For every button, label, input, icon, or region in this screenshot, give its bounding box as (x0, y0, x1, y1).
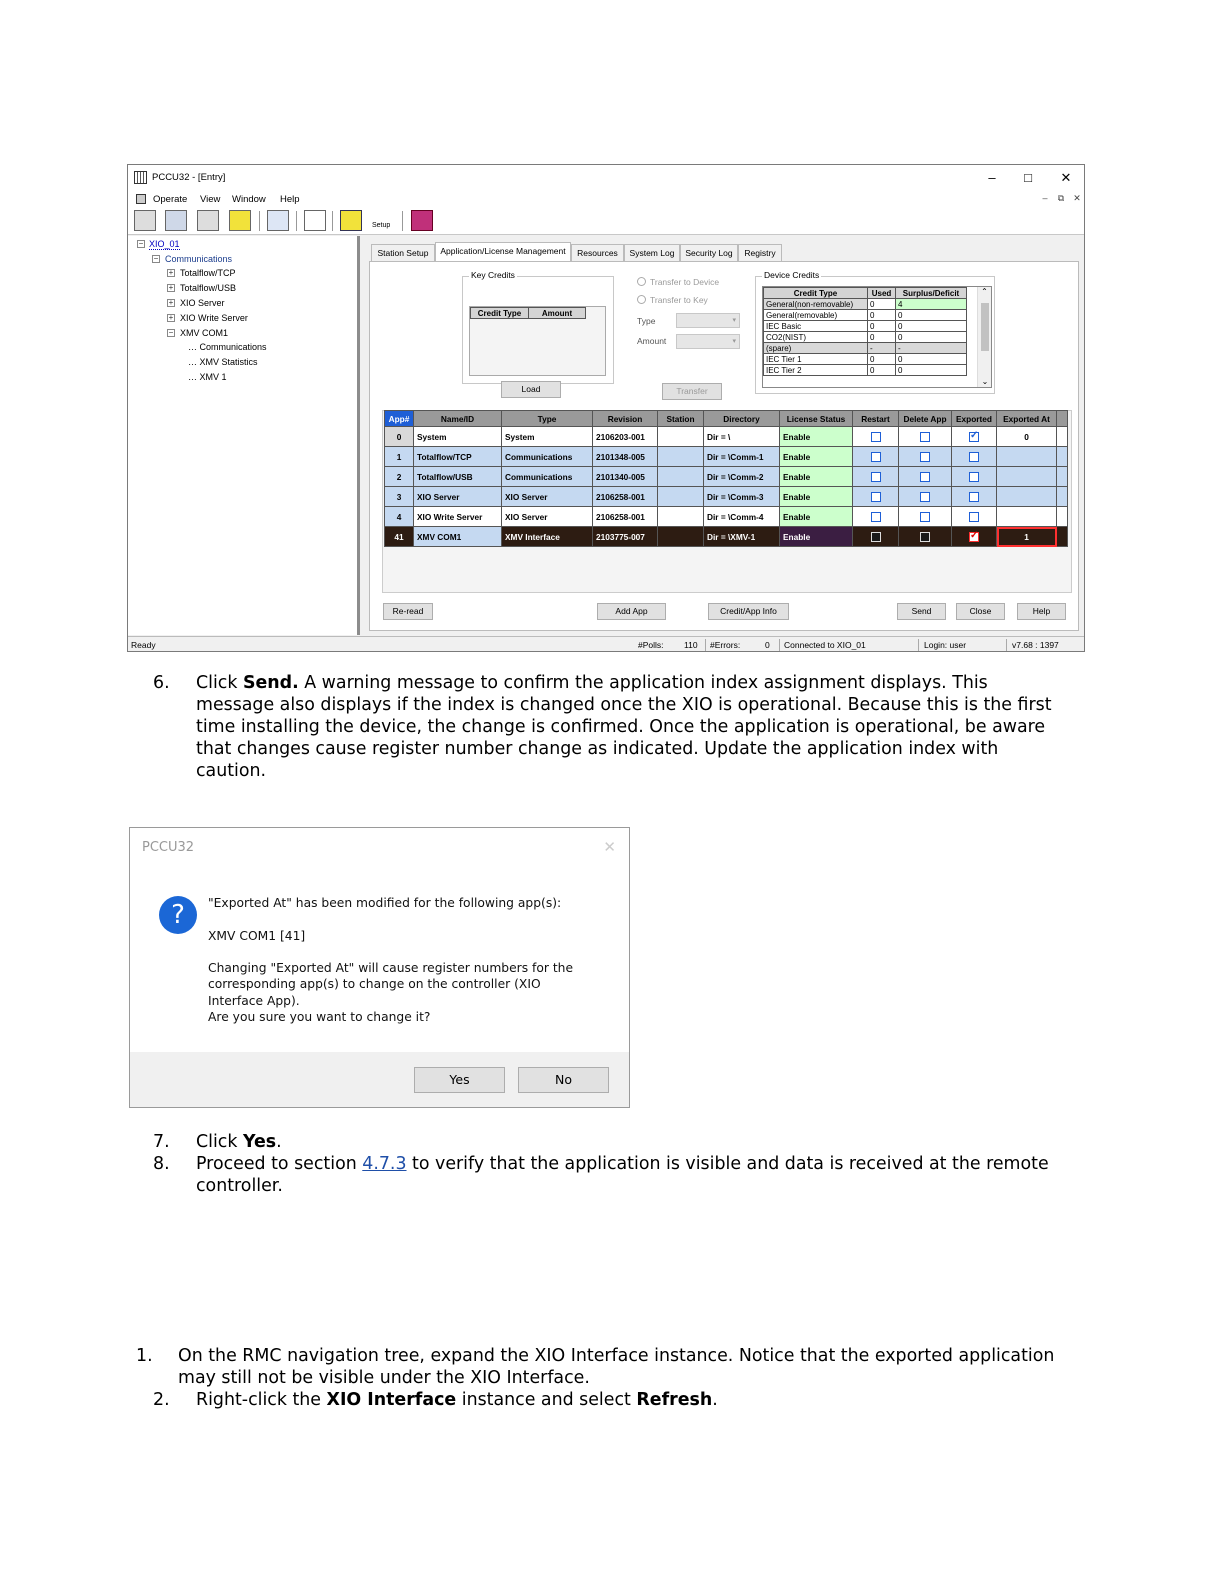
step-text: to verify that the application is visible and data is received at the remote (406, 1154, 1049, 1174)
status-bar (128, 636, 1084, 652)
credit-used: 0 (868, 299, 896, 310)
app-number: 41 (385, 527, 414, 547)
navigation-tree (128, 236, 360, 635)
tree-subitem-label: XMV Statistics (199, 357, 258, 367)
setup-icon[interactable] (372, 210, 394, 231)
step-text: Click (196, 673, 243, 693)
app-revision: 2101348-005 (593, 447, 658, 467)
exported-at[interactable] (997, 507, 1057, 527)
column-header (1057, 411, 1068, 427)
app-number: 4 (385, 507, 414, 527)
send-button[interactable]: Send (897, 603, 946, 620)
scroll-up-icon[interactable]: ⌃ (981, 287, 988, 296)
license-status: Enable (780, 507, 853, 527)
exported-checkbox[interactable] (969, 432, 979, 442)
tab-resources[interactable]: Resources (571, 244, 624, 261)
transfer-to-key-radio[interactable] (637, 295, 646, 304)
expand-icon[interactable]: + (168, 283, 174, 292)
app-license-panel (369, 261, 1079, 631)
step-6-text (196, 672, 1096, 782)
step-b2-text (196, 1389, 718, 1411)
tab-security-log[interactable]: Security Log (680, 244, 738, 261)
toolbar (128, 207, 1084, 235)
delete-cell (899, 507, 952, 527)
status-divider (918, 639, 919, 651)
tree-item[interactable]: Totalflow/USB (180, 283, 237, 293)
restart-checkbox[interactable] (871, 432, 881, 442)
dialog-body-line: corresponding app(s) to change on the controller (XIO (208, 977, 541, 991)
delete-checkbox[interactable] (920, 452, 930, 462)
step-number: 6. (153, 673, 170, 693)
column-header: Credit Type (471, 308, 529, 319)
menu-view[interactable]: View (200, 194, 221, 205)
credit-surplus: 0 (896, 321, 967, 332)
modbus-icon[interactable] (267, 210, 289, 231)
app-name: XIO Write Server (414, 507, 502, 527)
credit-row (764, 310, 967, 321)
license-status: Enable (780, 467, 853, 487)
credit-type: (spare) (764, 343, 868, 354)
status-divider (705, 639, 706, 651)
column-header[interactable]: Exported At (997, 411, 1057, 427)
minimize-icon[interactable]: – (988, 170, 996, 185)
credit-surplus: 4 (896, 299, 967, 310)
step-text: . (276, 1132, 282, 1152)
app-directory: Dir = \Comm-1 (704, 447, 780, 467)
column-header: Credit Type (764, 288, 868, 299)
help-book-icon[interactable] (411, 210, 433, 231)
table-row[interactable] (385, 467, 1068, 487)
toolbar-separator (402, 211, 403, 231)
exported-at[interactable]: 0 (997, 427, 1057, 447)
restart-cell (853, 427, 899, 447)
column-header: Surplus/Deficit (896, 288, 967, 299)
step-text: A warning message to confirm the application index assignment displays. This (298, 673, 988, 693)
tab-app-license[interactable]: Application/License Management (435, 242, 571, 261)
settings-icon[interactable] (304, 210, 326, 231)
tree-item[interactable]: Totalflow/TCP (180, 268, 236, 278)
exported-checkbox[interactable] (969, 452, 979, 462)
restart-cell (853, 467, 899, 487)
dialog-title: PCCU32 (142, 840, 195, 855)
add-app-button[interactable]: Add App (597, 603, 666, 620)
app-revision: 2106258-001 (593, 507, 658, 527)
close-button[interactable]: Close (956, 603, 1005, 620)
restart-cell (853, 447, 899, 467)
credit-used: 0 (868, 310, 896, 321)
app-type: Communications (502, 467, 593, 487)
credit-app-info-button[interactable]: Credit/App Info (708, 603, 789, 620)
step-b1-text (178, 1345, 1098, 1389)
app-station (658, 527, 704, 547)
table-header (385, 411, 1068, 427)
collect-icon[interactable] (197, 210, 219, 231)
app-revision: 2101340-005 (593, 467, 658, 487)
exported-cell (952, 447, 997, 467)
applications-table (384, 410, 1068, 547)
load-button[interactable]: Load (501, 381, 561, 398)
delete-cell (899, 467, 952, 487)
transfer-button[interactable]: Transfer (662, 383, 722, 400)
column-header[interactable]: Name/ID (414, 411, 502, 427)
app-station (658, 507, 704, 527)
step-text: Proceed to section (196, 1154, 363, 1174)
amount-label: Amount (637, 336, 667, 346)
polls-label: #Polls: (638, 640, 664, 650)
exported-at[interactable] (997, 467, 1057, 487)
transfer-to-device-label: Transfer to Device (650, 277, 720, 287)
column-header[interactable]: Directory (704, 411, 780, 427)
scrollbar[interactable] (977, 287, 991, 387)
credit-used: 0 (868, 332, 896, 343)
app-name: System (414, 427, 502, 447)
credit-type: General(removable) (764, 310, 868, 321)
column-header: Amount (529, 308, 586, 319)
expand-icon[interactable]: + (168, 298, 174, 307)
key-credits-group (462, 270, 614, 394)
credit-surplus: - (896, 343, 967, 354)
step-text: time installing the device, the change is confirmed. Once the application is operational, be aware (196, 717, 1046, 737)
tree-root[interactable]: XIO_01 (149, 239, 180, 249)
dialog-app: XMV COM1 [41] (208, 929, 306, 943)
app-directory: Dir = \ (704, 427, 780, 447)
app-directory: Dir = \Comm-2 (704, 467, 780, 487)
tab-station-setup[interactable]: Station Setup (371, 244, 435, 261)
app-icon (134, 171, 147, 184)
step-text: instance and select (456, 1390, 637, 1410)
step-number: 8. (153, 1154, 170, 1174)
app-number: 2 (385, 467, 414, 487)
collapse-icon[interactable]: − (168, 328, 174, 337)
restart-checkbox[interactable] (871, 512, 881, 522)
device-credits-label: Device Credits (764, 270, 820, 280)
exported-checkbox[interactable] (969, 512, 979, 522)
menu-window[interactable]: Window (232, 194, 266, 205)
tree-item[interactable]: XIO Write Server (180, 313, 248, 323)
step-text: Click (196, 1132, 243, 1152)
child-minimize-icon[interactable]: – (1042, 193, 1048, 203)
window-title: PCCU32 - [Entry] (152, 172, 226, 183)
column-header[interactable]: App# (385, 411, 414, 427)
step-text: message also displays if the index is changed once the XIO is operational. Because this is the first (196, 695, 1052, 715)
tree-subitem[interactable]: … XMV Statistics (188, 357, 258, 367)
child-close-icon[interactable]: ✕ (1073, 193, 1081, 203)
help-button[interactable]: Help (1017, 603, 1066, 620)
app-name: XIO Server (414, 487, 502, 507)
tree-item[interactable]: XIO Server (180, 298, 225, 308)
step-emphasis: XIO Interface (326, 1390, 457, 1410)
polls-count: 110 (684, 640, 698, 650)
close-icon[interactable]: ✕ (603, 838, 616, 856)
setup-label: Setup (372, 222, 391, 229)
restart-checkbox[interactable] (871, 452, 881, 462)
errors-label: #Errors: (710, 640, 741, 650)
tree-communications[interactable]: Communications (165, 254, 233, 264)
tree-subitem-label: Communications (199, 342, 267, 352)
credit-row (764, 365, 967, 376)
step-number: 2. (153, 1390, 170, 1410)
step-emphasis: Yes (242, 1132, 277, 1152)
credit-surplus: 0 (896, 332, 967, 343)
delete-cell (899, 427, 952, 447)
exported-cell (952, 507, 997, 527)
amount-select[interactable]: ▾ (676, 334, 740, 349)
column-header[interactable]: Exported (952, 411, 997, 427)
collapse-icon[interactable]: − (153, 254, 159, 263)
question-icon: ? (159, 896, 197, 934)
credit-type: CO2(NIST) (764, 332, 868, 343)
status-ready: Ready (131, 640, 156, 650)
no-button[interactable]: No (518, 1067, 609, 1093)
delete-checkbox[interactable] (920, 492, 930, 502)
tree-item[interactable]: XMV COM1 (180, 328, 229, 338)
device-credits-table (763, 287, 967, 376)
device-credits-group (755, 270, 995, 394)
title-bar (128, 165, 1084, 191)
credit-surplus: 0 (896, 310, 967, 321)
empty-cell (1057, 447, 1068, 467)
version-label: v7.68 : 1397 (1012, 640, 1059, 650)
step-emphasis: Refresh (636, 1390, 713, 1410)
delete-cell (899, 447, 952, 467)
credit-type: IEC Tier 2 (764, 365, 868, 376)
table-row-selected[interactable] (385, 527, 1068, 547)
dialog-body-line: Changing "Exported At" will cause register numbers for the (208, 961, 574, 975)
step-text: caution. (196, 761, 267, 781)
column-header[interactable]: Delete App (899, 411, 952, 427)
column-header[interactable]: Revision (593, 411, 658, 427)
table-row[interactable] (385, 447, 1068, 467)
app-station (658, 447, 704, 467)
delete-checkbox[interactable] (920, 532, 930, 542)
transfer-to-key-label: Transfer to Key (650, 295, 708, 305)
transfer-to-device-radio[interactable] (637, 277, 646, 286)
column-header[interactable]: Type (502, 411, 593, 427)
toolbar-separator (296, 211, 297, 231)
type-select[interactable]: ▾ (676, 313, 740, 328)
step-text: may still not be visible under the XIO Interface. (178, 1368, 590, 1388)
exported-checkbox[interactable] (969, 472, 979, 482)
credit-used: 0 (868, 354, 896, 365)
tab-registry[interactable]: Registry (738, 244, 782, 261)
delete-checkbox[interactable] (920, 512, 930, 522)
column-header[interactable]: License Status (780, 411, 853, 427)
calibrate-icon[interactable] (165, 210, 187, 231)
reread-button[interactable]: Re-read (383, 603, 433, 620)
credit-row (764, 299, 967, 310)
license-status: Enable (780, 527, 853, 547)
exported-cell (952, 427, 997, 447)
app-station (658, 487, 704, 507)
refresh-icon[interactable] (229, 210, 251, 231)
credit-row (764, 343, 967, 354)
app-directory: Dir = \Comm-4 (704, 507, 780, 527)
entry-icon[interactable] (340, 210, 362, 231)
exported-checkbox[interactable] (969, 532, 979, 542)
app-name: XMV COM1 (414, 527, 502, 547)
document-icon[interactable] (136, 194, 146, 204)
exported-at[interactable]: 1 (997, 527, 1057, 547)
app-station (658, 427, 704, 447)
app-type: XIO Server (502, 487, 593, 507)
toolbar-separator (259, 211, 260, 231)
close-icon[interactable]: ✕ (1060, 170, 1072, 185)
toolbar-separator (332, 211, 333, 231)
restart-cell (853, 527, 899, 547)
confirm-dialog-screenshot (129, 827, 630, 1108)
app-revision: 2106258-001 (593, 487, 658, 507)
credit-used: 0 (868, 365, 896, 376)
credit-type: IEC Tier 1 (764, 354, 868, 365)
credit-type: IEC Basic (764, 321, 868, 332)
exported-checkbox[interactable] (969, 492, 979, 502)
table-row[interactable] (385, 507, 1068, 527)
status-divider (779, 639, 780, 651)
empty-cell (1057, 427, 1068, 447)
license-status: Enable (780, 447, 853, 467)
table-row[interactable] (385, 487, 1068, 507)
scanner-icon[interactable] (134, 210, 156, 231)
column-header: Used (868, 288, 896, 299)
credit-surplus: 0 (896, 354, 967, 365)
restart-checkbox[interactable] (871, 532, 881, 542)
delete-cell (899, 487, 952, 507)
scroll-down-icon[interactable]: ⌄ (981, 377, 989, 386)
dialog-message: "Exported At" has been modified for the following app(s): (208, 896, 562, 910)
status-divider (1006, 639, 1007, 651)
connection-status: Connected to XIO_01 (784, 640, 866, 650)
device-credits-list[interactable] (762, 286, 992, 388)
child-restore-icon[interactable]: ⧉ (1057, 193, 1065, 203)
scrollbar-thumb[interactable] (981, 303, 989, 351)
column-header[interactable]: Restart (853, 411, 899, 427)
app-directory: Dir = \Comm-3 (704, 487, 780, 507)
delete-cell (899, 527, 952, 547)
step-text: On the RMC navigation tree, expand the XIO Interface instance. Notice that the exported application (178, 1346, 1055, 1366)
step-8-text (196, 1153, 1096, 1197)
expand-icon[interactable]: + (168, 313, 174, 322)
tree-subitem[interactable]: … XMV 1 (188, 372, 227, 382)
step-text: that changes cause register number change as indicated. Update the application index with (196, 739, 999, 759)
delete-checkbox[interactable] (920, 432, 930, 442)
content-area (363, 236, 1085, 635)
app-directory: Dir = \XMV-1 (704, 527, 780, 547)
credit-used: - (868, 343, 896, 354)
empty-cell (1057, 507, 1068, 527)
app-revision: 2103775-007 (593, 527, 658, 547)
app-name: Totalflow/USB (414, 467, 502, 487)
column-header[interactable]: Station (658, 411, 704, 427)
app-number: 1 (385, 447, 414, 467)
collapse-icon[interactable]: − (138, 239, 144, 248)
step-text: . (712, 1390, 718, 1410)
table-row[interactable] (385, 427, 1068, 447)
exported-at[interactable] (997, 447, 1057, 467)
dialog-body-line: Are you sure you want to change it? (208, 1010, 431, 1024)
exported-cell (952, 467, 997, 487)
menu-bar (128, 191, 1084, 207)
exported-cell (952, 527, 997, 547)
type-label: Type (637, 316, 656, 326)
app-type: XMV Interface (502, 527, 593, 547)
menu-operate[interactable]: Operate (153, 194, 188, 205)
app-type: System (502, 427, 593, 447)
tree-subitem[interactable]: … Communications (188, 342, 267, 352)
delete-checkbox[interactable] (920, 472, 930, 482)
app-station (658, 467, 704, 487)
restart-cell (853, 487, 899, 507)
key-credits-label: Key Credits (471, 270, 515, 280)
exported-at[interactable] (997, 487, 1057, 507)
maximize-icon[interactable]: □ (1024, 170, 1032, 185)
step-number: 1. (136, 1346, 153, 1366)
step-text: controller. (196, 1176, 283, 1196)
step-text: Right-click the (196, 1390, 327, 1410)
credit-row (764, 321, 967, 332)
license-status: Enable (780, 487, 853, 507)
expand-icon[interactable]: + (168, 268, 174, 277)
step-emphasis: Send. (242, 673, 299, 693)
errors-count: 0 (765, 640, 770, 650)
empty-cell (1057, 467, 1068, 487)
restart-checkbox[interactable] (871, 472, 881, 482)
dialog-body-line: Interface App). (208, 994, 300, 1008)
app-number: 3 (385, 487, 414, 507)
license-status: Enable (780, 427, 853, 447)
empty-cell (1057, 527, 1068, 547)
restart-cell (853, 507, 899, 527)
section-link[interactable]: 4.7.3 (362, 1154, 407, 1174)
empty-cell (1057, 487, 1068, 507)
credit-row (764, 354, 967, 365)
tree-subitem-label: XMV 1 (199, 372, 227, 382)
step-7-text (196, 1131, 282, 1153)
app-window-screenshot (127, 164, 1085, 652)
app-revision: 2106203-001 (593, 427, 658, 447)
credit-used: 0 (868, 321, 896, 332)
menu-help[interactable]: Help (280, 194, 300, 205)
credit-row (764, 332, 967, 343)
login-status: Login: user (924, 640, 967, 650)
yes-button[interactable]: Yes (414, 1067, 505, 1093)
app-type: XIO Server (502, 507, 593, 527)
app-number: 0 (385, 427, 414, 447)
credit-type: General(non-removable) (764, 299, 868, 310)
key-credits-table (470, 307, 586, 319)
exported-cell (952, 487, 997, 507)
step-number: 7. (153, 1132, 170, 1152)
app-name: Totalflow/TCP (414, 447, 502, 467)
tab-system-log[interactable]: System Log (624, 244, 680, 261)
restart-checkbox[interactable] (871, 492, 881, 502)
key-credits-list[interactable] (469, 306, 606, 376)
app-type: Communications (502, 447, 593, 467)
credit-surplus: 0 (896, 365, 967, 376)
